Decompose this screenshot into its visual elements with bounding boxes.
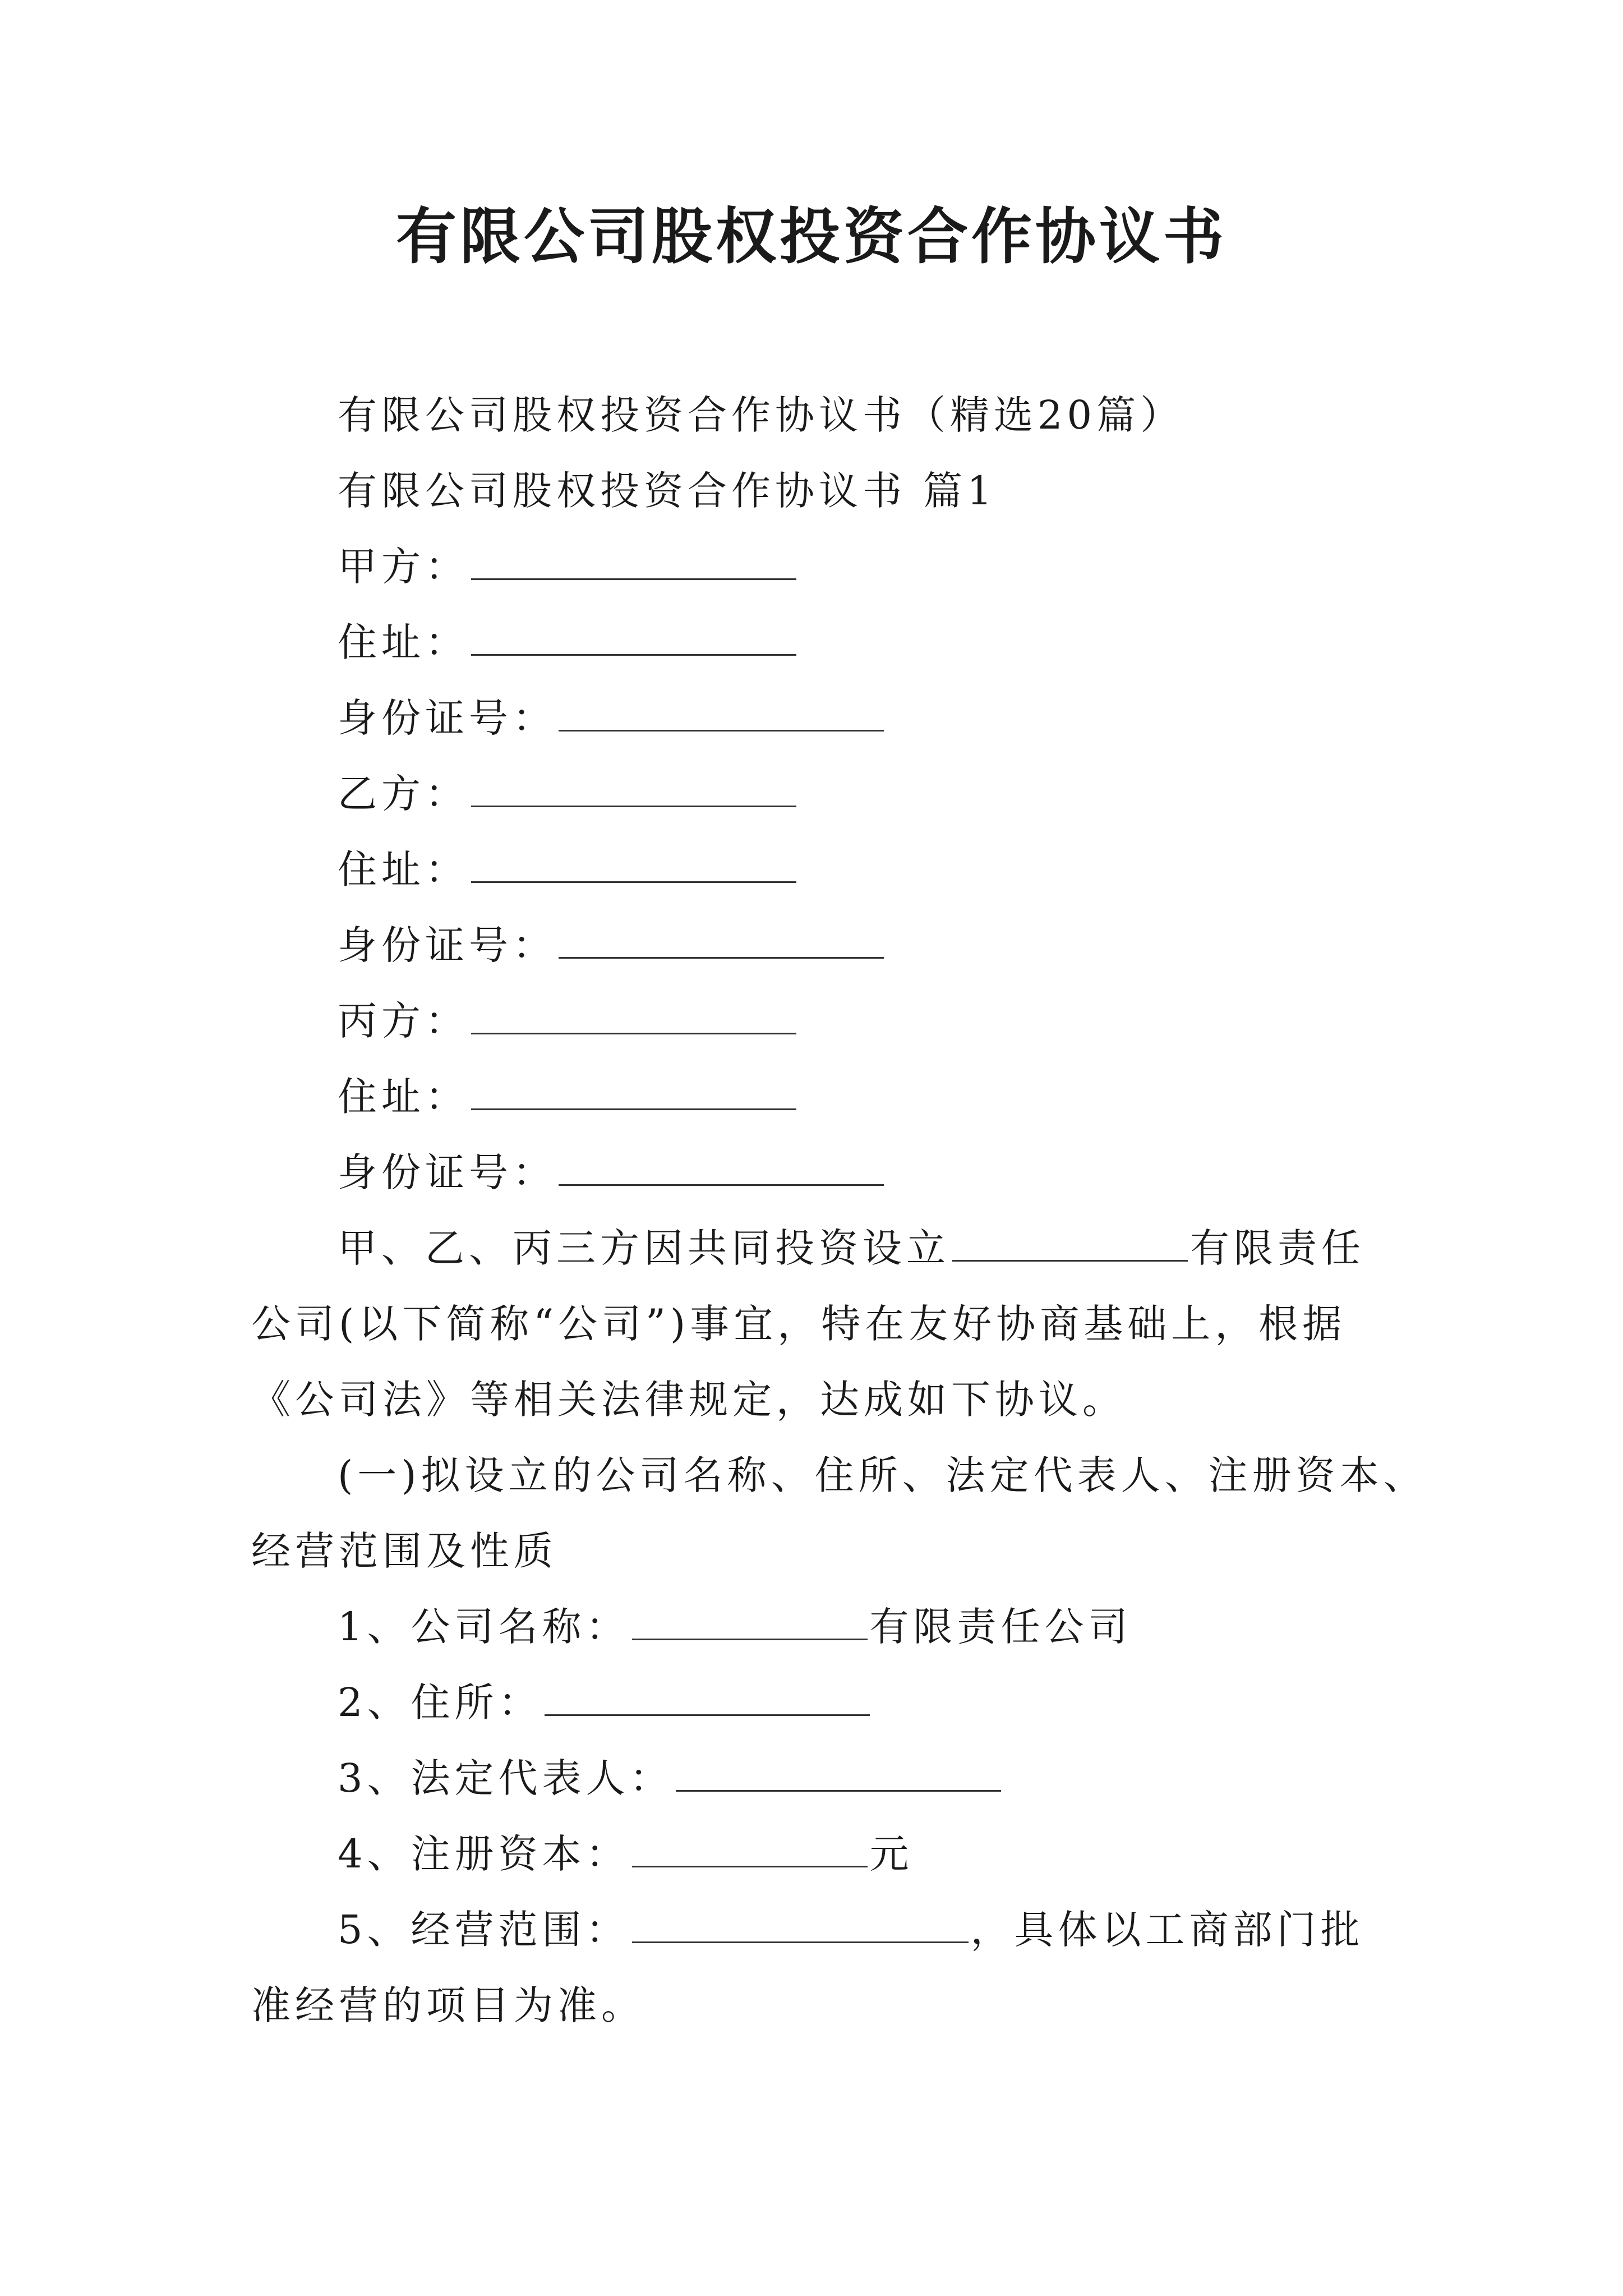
id-a-label: 身份证号： xyxy=(338,695,556,741)
item5-label: 5、经营范围： xyxy=(338,1907,630,1953)
item1-suffix: 有限责任公司 xyxy=(869,1604,1132,1650)
item4-label: 4、注册资本： xyxy=(338,1831,630,1877)
item3-label: 3、法定代表人： xyxy=(338,1755,674,1801)
item5-blank xyxy=(632,1907,969,1943)
id-a-blank xyxy=(559,695,884,731)
party-b-blank xyxy=(471,771,796,807)
id-c-line xyxy=(338,1144,886,1200)
item5-line-2: 准经营的项目为准。 xyxy=(251,1982,645,2028)
item-registered-capital xyxy=(338,1826,914,1882)
party-a-blank xyxy=(471,544,796,580)
item-company-name xyxy=(338,1599,1132,1655)
item3-blank xyxy=(676,1755,1001,1792)
address-b-label: 住址： xyxy=(338,846,469,892)
document-subtitle: 有限公司股权投资合作协议书（精选20篇） xyxy=(338,392,1184,438)
article-heading: 有限公司股权投资合作协议书 篇1 xyxy=(338,468,997,514)
id-c-blank xyxy=(559,1149,884,1186)
party-b-label: 乙方： xyxy=(338,771,469,817)
address-a-label: 住址： xyxy=(338,619,469,665)
party-a-label: 甲方： xyxy=(338,544,469,590)
section1-heading-line-1: (一)拟设立的公司名称、住所、法定代表人、注册资本、 xyxy=(338,1452,1427,1498)
item1-label: 1、公司名称： xyxy=(338,1604,630,1650)
address-b-blank xyxy=(471,846,796,883)
item1-blank xyxy=(632,1604,868,1640)
address-c-line xyxy=(338,1069,799,1125)
item4-blank xyxy=(632,1831,868,1867)
item-business-scope xyxy=(338,1902,1364,1958)
intro-line-1 xyxy=(338,1220,1365,1276)
id-b-label: 身份证号： xyxy=(338,922,556,968)
item4-suffix: 元 xyxy=(869,1831,914,1877)
id-c-label: 身份证号： xyxy=(338,1149,556,1195)
id-b-line xyxy=(338,917,886,973)
item-address xyxy=(338,1674,872,1731)
address-c-blank xyxy=(471,1074,796,1110)
address-b-line xyxy=(338,841,799,898)
intro-line-3: 《公司法》等相关法律规定，达成如下协议。 xyxy=(251,1377,1126,1423)
party-c-blank xyxy=(471,998,796,1034)
item-legal-rep xyxy=(338,1750,1003,1806)
party-c-line xyxy=(338,993,799,1049)
intro-text-after: 有限责任 xyxy=(1190,1225,1365,1271)
address-a-line xyxy=(338,614,799,670)
id-a-line xyxy=(338,690,886,746)
intro-line-2: 公司(以下简称“公司”)事宜，特在友好协商基础上，根据 xyxy=(251,1301,1347,1347)
id-b-blank xyxy=(559,922,884,959)
intro-text-before: 甲、乙、丙三方因共同投资设立 xyxy=(338,1225,950,1271)
party-b-line xyxy=(338,766,799,822)
item2-label: 2、住所： xyxy=(338,1680,542,1726)
section1-heading-line-2: 经营范围及性质 xyxy=(251,1528,557,1574)
address-c-label: 住址： xyxy=(338,1074,469,1120)
item5-suffix: ，具体以工商部门批 xyxy=(970,1907,1364,1953)
item2-blank xyxy=(545,1680,870,1716)
company-name-blank xyxy=(952,1225,1188,1262)
address-a-blank xyxy=(471,619,796,656)
party-c-label: 丙方： xyxy=(338,998,469,1044)
party-a-line xyxy=(338,539,799,595)
document-title: 有限公司股权投资合作协议书 xyxy=(395,201,1227,272)
